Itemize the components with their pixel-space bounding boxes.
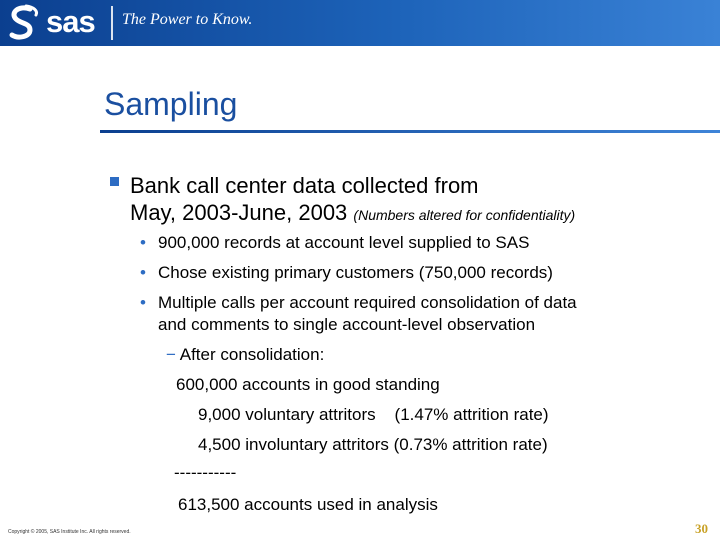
bullet-square-icon bbox=[110, 177, 119, 186]
good-standing-line: 600,000 accounts in good standing bbox=[176, 375, 440, 394]
slide-title: Sampling bbox=[104, 86, 238, 122]
confidentiality-note: (Numbers altered for confidentiality) bbox=[353, 207, 576, 223]
consolidation-heading-text: After consolidation: bbox=[179, 345, 325, 364]
sub-bullet-2: Chose existing primary customers (750,000 records) bbox=[158, 263, 553, 282]
involuntary-line: 4,500 involuntary attritors (0.73% attrition rate) bbox=[198, 435, 548, 454]
sub-bullet-dot-icon: • bbox=[140, 263, 146, 282]
sas-logo bbox=[6, 3, 110, 43]
bullet-1-line-1: Bank call center data collected from bbox=[130, 173, 479, 198]
total-line: 613,500 accounts used in analysis bbox=[178, 495, 438, 514]
sub-bullet-1: 900,000 records at account level supplied to SAS bbox=[158, 233, 530, 252]
sub-bullet-3-line-2: and comments to single account-level observation bbox=[158, 315, 536, 334]
sub-bullet-3-line-1: Multiple calls per account required consolidation of data bbox=[158, 293, 577, 312]
page-number: 30 bbox=[695, 521, 708, 536]
bullet-1 bbox=[130, 172, 575, 229]
logo-wordmark: sas bbox=[46, 4, 95, 39]
sub-bullet-dot-icon: • bbox=[140, 293, 146, 312]
voluntary-line: 9,000 voluntary attritors (1.47% attrition rate) bbox=[198, 405, 549, 424]
dash-marker-icon: − bbox=[166, 345, 176, 364]
sub-bullet-dot-icon: • bbox=[140, 233, 146, 252]
title-rule bbox=[100, 130, 720, 133]
sas-swirl-icon bbox=[6, 3, 42, 43]
consolidation-heading bbox=[166, 345, 324, 365]
bullet-1-line-2 bbox=[130, 199, 575, 229]
bullet-1-dates: May, 2003-June, 2003 bbox=[130, 200, 348, 225]
tagline: The Power to Know. bbox=[122, 11, 253, 28]
header-divider bbox=[111, 6, 113, 40]
separator-line: ----------- bbox=[174, 463, 237, 482]
header-banner bbox=[0, 0, 720, 46]
copyright: Copyright © 2005, SAS Institute Inc. All rights reserved. bbox=[8, 529, 131, 535]
